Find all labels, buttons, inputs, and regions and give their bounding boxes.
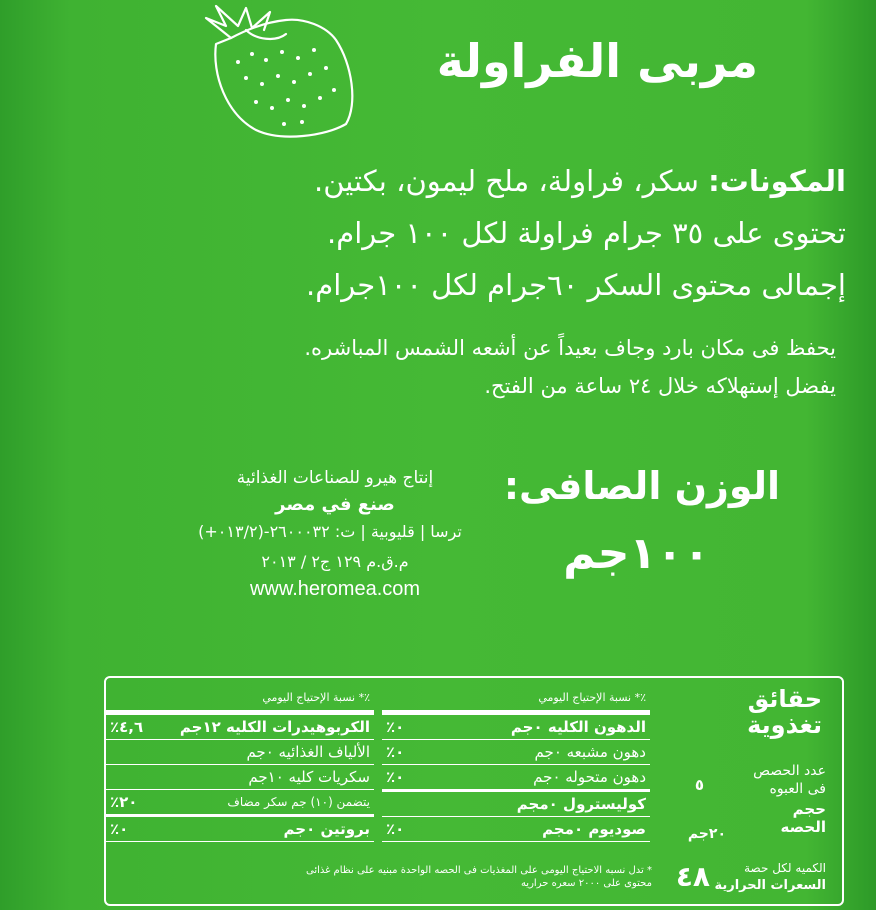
sugar-content-line: إجمالى محتوى السكر ٦٠جرام لكل ١٠٠جرام. — [306, 268, 846, 302]
fat-column — [382, 686, 650, 842]
registration-number: م.ق.م ١٢٩ ج٢ / ٢٠١٣ — [261, 552, 409, 571]
daily-value-header: ٪* نسبة الإحتياج اليومي — [382, 686, 650, 715]
calories-label-line-2: السعرات الحرارية — [714, 878, 826, 893]
website-link: www.heromea.com — [249, 578, 421, 600]
footnote-line-2: محتوى على ٢٠٠٠ سعره حراريه — [520, 878, 652, 889]
nutrition-title — [747, 686, 822, 738]
table-row: دهون متحوله ٠جم ٠٪ — [382, 765, 650, 792]
table-row: بروتين ٠جم ٠٪ — [106, 817, 374, 842]
ingredients-text: سكر، فراولة، ملح ليمون، بكتين. — [313, 164, 709, 198]
table-row: الكربوهيدرات الكليه ١٢جم ٤,٦٪ — [106, 715, 374, 740]
ingredients-line — [314, 164, 846, 198]
table-row: يتضمن (١٠) جم سكر مضاف ٢٠٪ — [106, 790, 374, 817]
net-weight-value: ١٠٠جم — [563, 528, 710, 579]
serving-size-label — [781, 800, 826, 836]
manufacturer-name: إنتاج هيرو للصناعات الغذائية — [236, 468, 434, 488]
fruit-content-line: تحتوى على ٣٥ جرام فراولة لكل ١٠٠ جرام. — [327, 216, 846, 250]
calories-value: ٤٨ — [675, 860, 710, 893]
servings-label-line-1: عدد الحصص — [753, 763, 826, 779]
table-row: كوليسترول ٠مجم — [382, 792, 650, 817]
servings-value: ٥ — [694, 776, 704, 794]
serving-size-label-line-1: حجم — [792, 800, 826, 818]
nutrition-title-line-2: تغذوية — [747, 711, 822, 739]
table-row: سكريات كليه ١٠جم — [106, 765, 374, 790]
table-row: الألياف الغذائيه ٠جم — [106, 740, 374, 765]
made-in: صنع في مصر — [275, 494, 395, 515]
daily-value-header: ٪* نسبة الإحتياج اليومي — [106, 686, 374, 715]
ingredients-label: المكونات: — [708, 164, 846, 198]
net-weight-label: الوزن الصافى: — [503, 464, 780, 508]
carb-column — [106, 686, 374, 842]
servings-label — [753, 762, 826, 798]
table-row: الدهون الكليه ٠جم ٠٪ — [382, 715, 650, 740]
serving-size-label-line-2: الحصه — [780, 818, 826, 836]
storage-line-2: يفضل إستهلاكه خلال ٢٤ ساعة من الفتح. — [484, 374, 836, 398]
daily-value-footnote — [112, 864, 652, 890]
footnote-line-1: * تدل نسبه الاحتياج اليومى على المغذيات فى الحصه الواحدة مبنيه على نظام غذائى — [306, 865, 652, 876]
calories-label — [714, 860, 826, 894]
storage-line-1: يحفظ فى مكان بارد وجاف بعيداً عن أشعه الشمس المباشره. — [304, 336, 836, 360]
serving-size-value: ٢٠جم — [687, 826, 726, 842]
nutrition-title-line-1: حقائق — [747, 685, 822, 713]
servings-label-line-2: فى العبوه — [769, 781, 826, 797]
nutrition-facts-panel — [104, 676, 844, 906]
manufacturer-address: ترسا | قليوبية | ت: ٢٦٠٠٠٣٢-(٠١٣/٢+) — [198, 522, 462, 541]
table-row: دهون مشبعه ٠جم ٠٪ — [382, 740, 650, 765]
strawberry-icon — [186, 4, 356, 140]
table-row: صوديوم ٠مجم ٠٪ — [382, 817, 650, 842]
calories-label-line-1: الكميه لكل حصة — [744, 861, 826, 875]
product-title: مربى الفراولة — [436, 34, 758, 88]
